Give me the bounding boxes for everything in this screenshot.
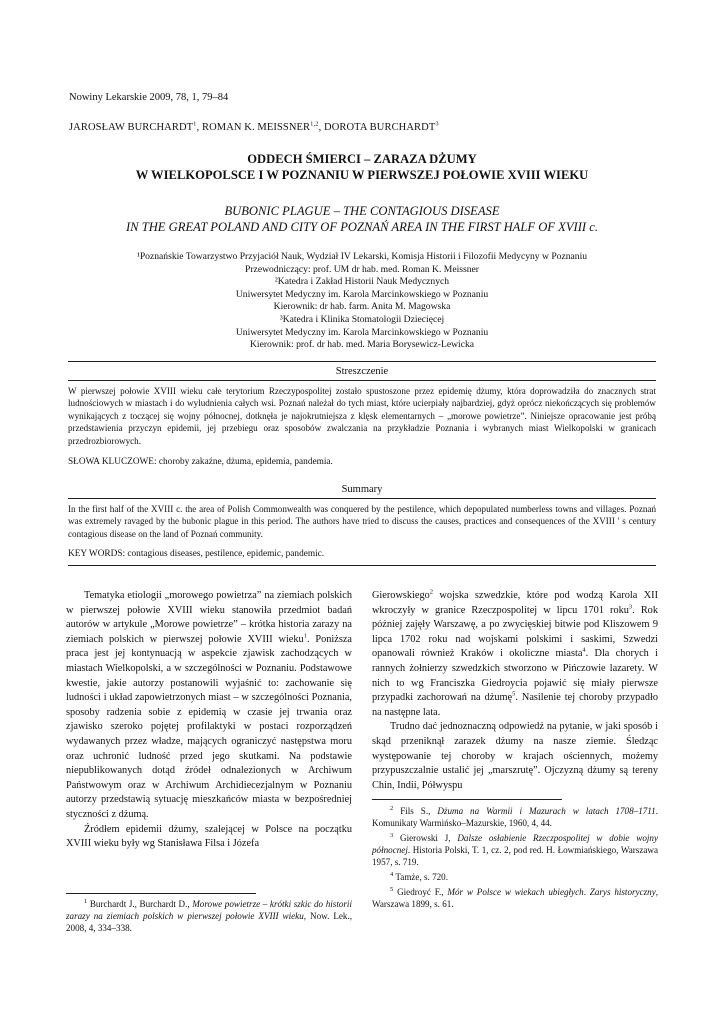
divider xyxy=(68,565,656,566)
body-column-right xyxy=(372,589,658,793)
title-english xyxy=(40,203,684,235)
footnote-divider xyxy=(372,799,562,800)
body-paragraph: Trudno dać jednoznaczną odpowiedź na pytanie, w jaki sposób i skąd przeniknął zarazek dżumy na nasze ziemie. Śledząc występowanie tej choroby w krajach ościennych, możemy przypuszczalnie ustalić jej „marszrutę”. Ojczyzną dżumy są tereny Chin, Indii, Półwyspu xyxy=(372,721,658,791)
footnote-number: 5 xyxy=(390,885,394,893)
footnote-text: . Historia Polski, T. 1, cz. 2, pod red. H. Łowmiańskiego, Warszawa 1957, s. 719. xyxy=(372,845,658,867)
author-affiliation-mark: 3 xyxy=(435,120,439,128)
author-affiliation-mark: 1,2 xyxy=(310,120,319,128)
title-line: BUBONIC PLAGUE – THE CONTAGIOUS DISEASE xyxy=(224,204,500,218)
footnote-text: , Now. Lek., 2008, 4, 334–338. xyxy=(66,911,353,933)
author-separator: , xyxy=(196,122,202,133)
keywords-en: KEY WORDS: contagious diseases, pestilence, epidemic, pandemic. xyxy=(68,549,325,559)
footnote-ref: 3 xyxy=(628,603,633,611)
divider xyxy=(68,380,656,381)
title-line: ODDECH ŚMIERCI – ZARAZA DŻUMY xyxy=(247,152,477,166)
affiliation-line: ¹Poznańskie Towarzystwo Przyjaciół Nauk, Wydział IV Lekarski, Komisja Historii i Filozofii Medycyny w Poznaniu xyxy=(136,251,588,262)
body-text: . Rok później zajęły Warszawę, a po zwycięskiej bitwie pod Kliszowem 9 lipca 1702 roku nad wojskami polskimi i saskimi, Szwedzi opanowali również Kraków i okoliczne miasta xyxy=(372,604,658,660)
abstract-heading-pl: Streszczenie xyxy=(335,366,389,377)
footnote-text: Fils S., xyxy=(393,806,438,816)
author-name: ROMAN K. MEISSNER xyxy=(201,122,311,133)
footnote-number: 1 xyxy=(84,897,88,905)
body-text: Tematyka etiologii „morowego powietrza” na ziemiach polskich w pierwszej połowie XVIII wieku stanowiła przedmiot badań autorów w artykule „Morowe powietrze” – krótka historia zarazy na ziemiach polskich w pierwszej połowie XVIII wieku xyxy=(66,590,352,645)
footnotes-left xyxy=(66,898,352,937)
author-separator: , xyxy=(318,122,325,133)
title-polish xyxy=(40,151,684,183)
footnote-number: 4 xyxy=(390,870,394,878)
footnote-divider xyxy=(66,893,256,894)
abstract-text-en: In the first half of the XVIII c. the area of Polish Commonwealth was conquered by the pestilence, which depopulated numberless towns and villages. Poznań was extremely ravaged by the bubonic plague in this period. The authors have tried to discuss the causes, practices and consequences of the XVIII ' s century contagious disease on the land of Poznań community. xyxy=(68,504,656,539)
affiliation-line: Kierownik: dr hab. farm. Anita M. Magowska xyxy=(273,301,451,313)
footnote-title: Morowe powietrze – krótki szkic do historii zarazy na ziemiach polskich w pierwszej połowie XVIII wieku xyxy=(66,899,352,921)
body-text: wojska szwedzkie, które pod wodzą Karola XII wkroczyły w granice Rzeczpospolitej w lipcu 1701 roku xyxy=(372,590,658,616)
footnote-text: , Warszawa 1899, s. 61. xyxy=(372,887,659,909)
body-text: . Poniższa praca jest jej kontynuacją w aspekcie zjawisk zachodzących w miastach Wielkopolski, a w szczególności w Poznaniu. Podstawowe kwestie, jakie autorzy postanowili wyjaśnić to: zachowanie się ludności i układ zapowietrzonych miast – w szczególności Poznania, sposoby radzenia sobie z epidemią w czasie jej trwania oraz zjawisko szeroko pojętej profilaktyki w postaci rozporządzeń wydawanych przez władze, mających ograniczyć następstwa moru oraz uchronić ludność przed jego skutkami. Na podstawie niepublikowanych dotąd źródeł odnalezionych w Archiwum Państwowym oraz w Archiwum Archidiecezjalnym w Poznaniu autorzy przedstawią sytuację mieszkańców miasta w bezpośredniej styczności z dżumą. xyxy=(66,633,352,820)
affiliation-line: Przewodniczący: prof. UM dr hab. med. Roman K. Meissner xyxy=(245,263,479,275)
footnote xyxy=(66,898,352,934)
journal-citation: Nowiny Lekarskie 2009, 78, 1, 79–84 xyxy=(69,92,229,103)
footnote-text: Burchardt J., Burchardt D., xyxy=(87,899,193,909)
body-text: . Nasilenie tej choroby przypadło na następne lata. xyxy=(372,692,658,718)
footnote-ref: 2 xyxy=(429,588,434,596)
footnote-title: Zarys historyczny xyxy=(589,887,656,897)
footnote xyxy=(372,832,658,868)
footnotes-right xyxy=(372,805,658,913)
author-line xyxy=(69,122,439,133)
footnote-text: Tamże, s. 720. xyxy=(393,872,449,882)
affiliation-line: Uniwersytet Medyczny im. Karola Marcinkowskiego w Poznaniu xyxy=(235,326,489,338)
affiliation-line: ²Katedra i Zakład Historii Nauk Medycznych xyxy=(274,276,450,288)
title-line: W WIELKOPOLSCE I W POZNANIU W PIERWSZEJ POŁOWIE XVIII WIEKU xyxy=(135,168,589,182)
affiliation-line: Kierownik: prof. dr hab. med. Maria Borysewicz-Lewicka xyxy=(249,339,475,351)
divider xyxy=(68,361,656,362)
footnote-title: Dalsze osłabienie Rzeczpospolitej w dobie wojny północnej xyxy=(372,833,658,855)
title-line: IN THE GREAT POLAND AND CITY OF POZNAŃ AREA IN THE FIRST HALF OF XVIII c. xyxy=(125,220,599,234)
footnote-title: Mór w Polsce w wiekach ubiegłych xyxy=(447,887,584,897)
divider xyxy=(68,498,656,499)
footnote xyxy=(372,805,658,829)
footnote-number: 3 xyxy=(390,831,394,839)
footnote-ref: 1 xyxy=(303,632,307,640)
author-name: DOROTA BURCHARDT xyxy=(324,122,436,133)
affiliation-line: Uniwersytet Medyczny im. Karola Marcinkowskiego w Poznaniu xyxy=(235,288,489,300)
body-paragraph xyxy=(66,589,352,823)
footnote-ref: 5 xyxy=(512,690,516,698)
footnote-text: . xyxy=(583,887,590,897)
footnote-ref: 4 xyxy=(582,646,586,654)
footnote-text: . Komunikaty Warmińsko–Mazurskie, 1960, 4, 44. xyxy=(372,806,658,828)
footnote-number: 2 xyxy=(390,804,394,812)
footnote xyxy=(372,871,658,883)
footnote-title: Dżuma na Warmii i Mazurach w latach 1708–1711 xyxy=(437,806,656,816)
body-column-left xyxy=(66,589,352,852)
body-paragraph: Źródłem epidemii dżumy, szalejącej w Polsce na początku XVIII wieku były wg Stanisława Filsa i Józefa xyxy=(66,823,352,850)
body-text: Gierowskiego xyxy=(372,590,430,601)
footnote xyxy=(372,886,658,910)
abstract-text-pl: W pierwszej połowie XVIII wieku całe terytorium Rzeczypospolitej zostało spustoszone przez epidemię dżumy, która doprowadziła do znacznych strat ludnościowych w miastach i do wyludnienia całych wsi. Poznań należał do tych miast, które ucierpiały najbardziej, gdyż oprócz niekończących się problemów wynikających z toczącej się wojny północnej, dotknęła je najokrutniejsza z klęsk elementarnych – „morowe powietrze”. Niniejsze opracowanie jest próbą przedstawienia przyczyn epidemii, jej przebiegu oraz sposobów zwalczania na przykładzie Poznania i wybranych miast Wielkopolski w granicach przedrozbiorowych. xyxy=(68,386,656,446)
affiliation-line: ³Katedra i Klinika Stomatologii Dziecięcej xyxy=(279,313,445,325)
footnote-text: Giedroyć F., xyxy=(393,887,448,897)
author-name: JAROSŁAW BURCHARDT xyxy=(69,122,194,133)
abstract-heading-en: Summary xyxy=(341,484,383,495)
keywords-pl: SŁOWA KLUCZOWE: choroby zakaźne, dżuma, epidemia, pandemia. xyxy=(68,457,333,467)
footnote-text: Gierowski J, xyxy=(393,833,458,843)
body-text: . Dla chorych i rannych żołnierzy szwedzkich stworzono w Pińczowie lazarety. W nich to wg Franciszka Giedroycia pojawić się miały pierwsze przypadki zachorowań na dżumę xyxy=(372,648,658,704)
author-affiliation-mark: 1 xyxy=(193,120,197,128)
body-paragraph xyxy=(372,589,658,720)
affiliations xyxy=(60,251,664,352)
